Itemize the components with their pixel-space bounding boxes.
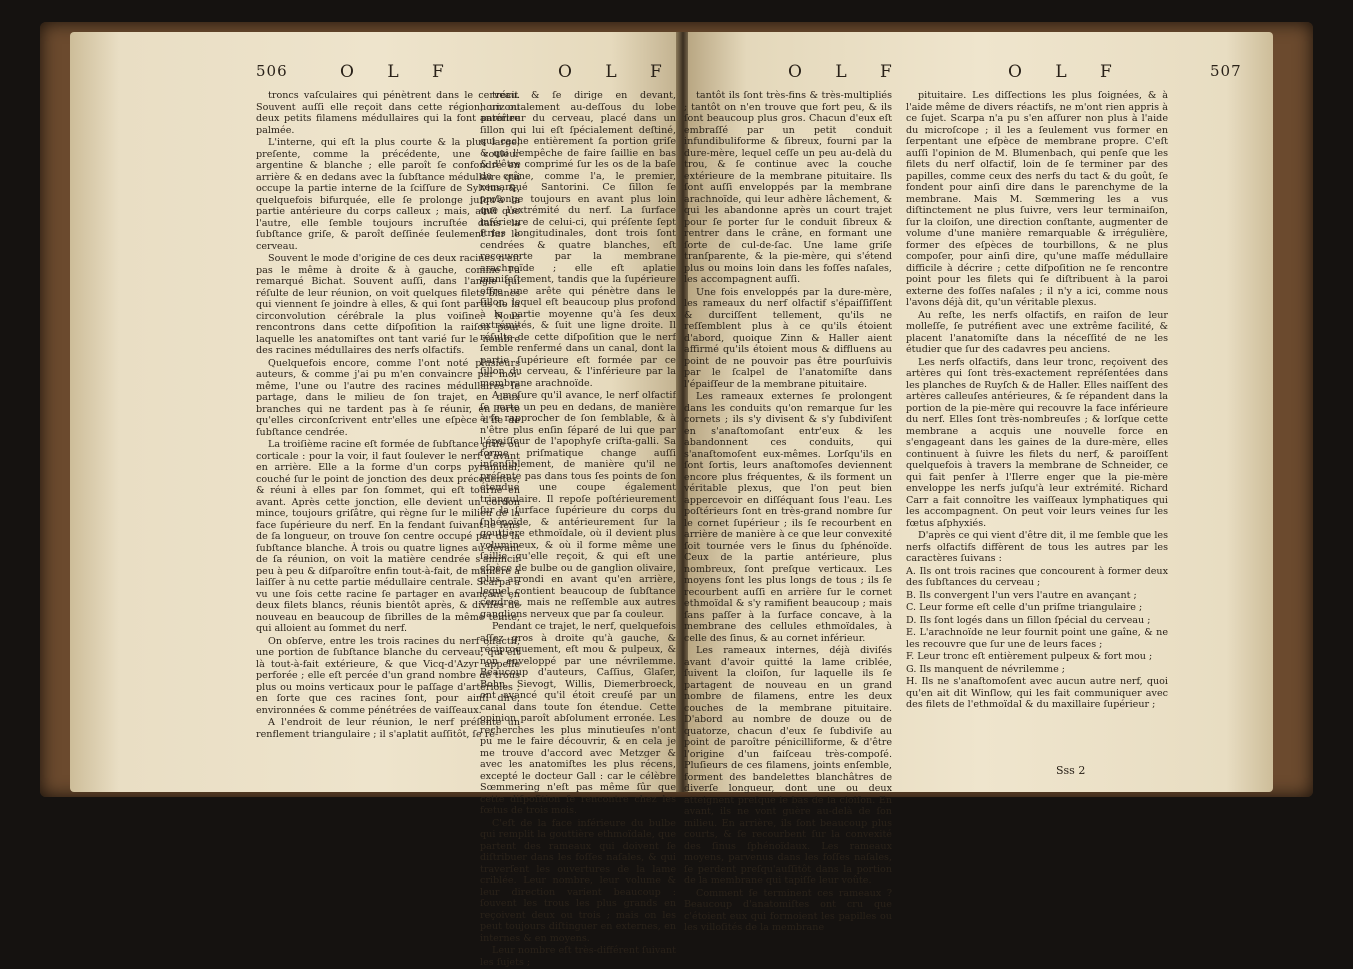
right-page	[684, 32, 1273, 933]
paragraph: C'eſt de la face inférieure du bulbe qui remplit la gouttière ethmoïdale, que partent des rameaux qui doivent ſe diſtribuer dans les foſſes naſales, & qui traverſent les ouvertures de la lame criblée. Leur nombre, leur volume & leur direction varient beaucoup : ſouvent les trous les plus grands en reçoivent deux ou trois ; mais on les peut toujours diſtinguer en externes, en internes & en moyens.	[480, 817, 676, 944]
paragraph: Au reſte, les nerfs olfactifs, en raiſon de leur molleſſe, ſe putréfient avec une extrême facilité, & placent l'anatomiſte dans la néceſſité de ne les étudier que ſur des cadavres peu anciens.	[906, 309, 1168, 355]
left-page-column-2	[480, 90, 676, 969]
list-item: A. Ils ont trois racines que concourent à former deux des ſubſtances du cerveau ;	[906, 565, 1168, 588]
list-item: E. L'arachnoïde ne leur fournit point une gaîne, & ne les recouvre que ſur une de leurs faces ;	[906, 627, 1168, 650]
paragraph: pituitaire. Les diſſections les plus ſoignées, & à l'aide même de divers réactifs, ne m'ont rien appris à ce ſujet. Scarpa n'a pu s'en aſſurer non plus à l'aide du microſcope ; il les a ſeulement vus former en ſerpentant une eſpèce de membrane propre. C'eſt auſſi l'opinion de M. Blumenbach, qui penſe que les filets du nerf olfactif, loin de ſe terminer par des papilles, comme ceux des nerfs du tact & du goût, ſe fondent pour ainſi dire dans le parenchyme de la membrane. Mais M. Sœmmering les a vus diſtinctement ne plus ſuivre, vers leur terminaiſon, ſur la cloiſon, une direction conſtante, augmenter de volume d'une manière remarquable & irrégulière, former des eſpèces de tourbillons, & ne plus compoſer, pour ainſi dire, qu'une maſſe médullaire difficile à décrire ; cette diſpoſition ne ſe rencontre point pour les filets qui ſe diſtribuent à la paroi externe des foſſes naſales ; il n'y a ici, comme nous l'avons déjà dit, qu'un véritable plexus.	[906, 90, 1168, 308]
left-page-header	[70, 62, 685, 86]
paragraph: Pendant ce trajet, le nerf, quelquefois aſſez gros à droite qu'à gauche, & réciproquement, eſt mou & pulpeux, & non enveloppé par une névrilemme. Beaucoup d'auteurs, Caſſius, Glaſer, Bohn, Sievogt, Willis, Diemerbroeck, ont avancé qu'il étoit creuſé par un canal dans toute ſon étendue. Cette opinion paroît abſolument erronée. Les recherches les plus minutieuſes n'ont pu me le faire découvrir, & en cela je me trouve d'accord avec Metzger & avec les anatomiſtes les plus récens, excepté le docteur Gall : car le célèbre Sœmmering n'eſt pas même ſûr que cette diſpoſition ſe rencontre chez les fœtus de trois mois.	[480, 621, 676, 816]
right-page-column-2	[906, 90, 1168, 712]
paragraph: A meſure qu'il avance, le nerf olfactif ſe porte un peu en dedans, de manière à ſe rapprocher de ſon ſemblable, & à n'être plus enſin ſéparé de lui que par l'épaiſſeur de l'apophyſe criſta-galli. Sa forme priſmatique change auſſi inſenſiblement, de manière qu'il ne préſente pas dans tous ſes points de ſon étendue une coupe également triangulaire. Il repoſe poſtérieurement ſur la ſurface ſupérieure du corps du ſphénoïde, & antérieurement ſur la gouttière ethmoïdale, où il devient plus volumineux, & où il forme même une ſaillie qu'elle reçoit, & qui eſt une eſpèce de bulbe ou de ganglion olivaire, plus arrondi en avant qu'en arrière, lequel contient beaucoup de ſubſtance cendrée, mais ne reſſemble aux autres ganglions nerveux que par ſa couleur.	[480, 390, 676, 620]
paragraph: La troiſième racine eſt formée de ſubſtance griſe ou corticale : pour la voir, il faut ſoulever le nerf d'avant en arrière. Elle a la forme d'un corps pyramidal, couché ſur le point de jonction des deux précédentes, & réuni à elles par ſon ſommet, qui eſt tourné en avant. Après cette jonction, elle devient un cordon mince, toujours griſâtre, qui règne ſur le milieu de la face ſupérieure du nerf. En la fendant ſuivant le ſens de ſa longueur, on trouve ſon centre occupé par de la ſubſtance blanche. À trois ou quatre lignes au-devant de ſa réunion, on voit la matière cendrée s'amincir peu à peu & diſparoître enfin tout-à-fait, de manière à laiſſer à nu cette partie médullaire centrale. Scarpa a vu une ſois cette racine ſe partager en avançant en deux filets blancs, réunis bientôt après, & diviſés de nouveau en beaucoup de ſibrilles de la même teinte, qui alloient au ſommet du nerf.	[256, 439, 520, 634]
right-page-header	[688, 62, 1273, 86]
paragraph: tantôt ils ſont très-fins & très-multipliés ; tantôt on n'en trouve que fort peu, & ils ſont beaucoup plus gros. Chacun d'eux eſt embraſſé par un petit conduit infundibuliforme & ſibreux, fourni par la dure-mère, lequel ceſſe un peu au-delà du trou, & ſe continue avec la couche extérieure de la membrane pituitaire. Ils ſont auſſi enveloppés par la membrane arachnoïde, qui leur adhère lâchement, & qui les abandonne après un court trajet pour ſe porter ſur le conduit ſibreux & rentrer dans le crâne, en formant une ſorte de cul-de-ſac. Une lame griſe tranſparente, & la pie-mère, qui s'étend plus ou moins loin dans les foſſes naſales, les accompagnent auſſi.	[684, 90, 892, 285]
list-item: D. Ils ſont logés dans un ſillon ſpécial du cerveau ;	[906, 614, 1151, 626]
right-header-title-1: O L F	[788, 62, 906, 82]
paragraph: troncs vaſculaires qui pénètrent dans le cerveau. Souvent auſſi elle reçoit dans cette région, un ou deux petits filamens médullaires qui la font paroître palmée.	[256, 90, 520, 136]
paragraph: trécit & ſe dirige en devant, horizontalement au-deſſous du lobe antérieur du cerveau, placé dans un ſillon qui lui eſt ſpécialement deſtiné, qui cache entièrement ſa portion griſe & qui l'empêche de faire ſaillie en bas & d'être comprimé ſur les os de la baſe du crâne, comme l'a, le premier, remarqué Santorini. Ce ſillon ſe prolonge toujours en avant plus loin que l'extrémité du nerf. La ſurface inférieure de celui-ci, qui préſente ſept ſtries longitudinales, dont trois ſont cendrées & quatre blanches, eſt recouverte par la membrane arachnoïde ; elle eſt aplatie manifeſtement, tandis que la ſupérieure offre une arête qui pénètre dans le ſillon, lequel eſt beaucoup plus profond à la partie moyenne qu'à ſes deux extrémités, & ſuit une ligne droite. Il réſulte de cette diſpoſition que le nerf ſemble renfermé dans un canal, dont la partie ſupérieure eſt formée par ce ſillon du cerveau, & l'inférieure par la membrane arachnoïde.	[480, 90, 676, 389]
right-header-title-2: O L F	[1008, 62, 1126, 82]
left-header-title-1: O L F	[340, 62, 458, 82]
left-page	[70, 32, 685, 968]
list-item: B. Ils convergent l'un vers l'autre en avançant ;	[906, 589, 1137, 601]
page-number-left: 506	[256, 62, 288, 80]
paragraph: Les nerfs olfactifs, dans leur tronc, reçoivent des artères qui ſont très-exactement repréſentées dans les planches de Ruyſch & de Haller. Elles naiſſent des artères calleuſes antérieures, & ſe répandent dans la portion de la pie-mère qui recouvre la face inférieure du nerf. Elles ſont très-nombreuſes ; & lorſque cette membrane a acquis une nouvelle force en s'engageant dans les gaines de la dure-mère, elles continuent à ſuivre les filets du nerf, & paroiſſent quelquefois à travers la membrane de Schneider, ce qui fait penſer à l'Ilerre enger que la pie-mère enveloppe les nerfs juſqu'à leur extrémité. Richard Carr a fait connoître les vaiſſeaux lymphatiques qui les accompagnent. On peut voir leurs veines ſur les fœtus aſphyxiés.	[906, 356, 1168, 529]
paragraph: L'interne, qui eſt la plus courte & la plus large, preſente, comme la précédente, une couleur argentine & blanche ; elle paroît ſe confondre en arrière & en dedans avec la ſubſtance médullaire qui occupe la partie interne de la ſciſſure de Sylvius, &, quelquefois bifurquée, elle ſe prolonge juſqu'à la partie antérieure du corps calleux ; mais, ainſi que l'autre, elle ſemble toujours incruſtée dans la ſubſtance griſe, & paroît deſſinée ſeulement ſur le cerveau.	[256, 137, 520, 252]
paragraph: Les rameaux externes ſe prolongent dans les conduits qu'on remarque ſur les cornets ; ils s'y divisent & s'y ſubdiviſent en s'anaſtomoſant entr'eux & les abandonnent ces conduits, qui s'anaſtomoſent eux-mêmes. Lorſqu'ils en ſont ſortis, leurs anaſtomoſes deviennent encore plus fréquentes, & ils forment un véritable plexus, que l'on peut bien appercevoir en diſſéquant ſous l'eau. Les poſtérieurs ſont en très-grand nombre ſur le cornet ſupérieur ; ils ſe recourbent en arrière de manière à ce que leur convexité ſoit tournée vers le ſinus du ſphénoïde. Ceux de la partie antérieure, plus nombreux, ſont preſque verticaux. Les moyens ſont les plus longs de tous ; ils ſe recourbent auſſi en arrière ſur le cornet ethmoïdal & s'y ramifient beaucoup ; mais ſans paſſer à la ſurface concave, à la membrane des cellules ethmoïdales, à celle des ſinus, & au cornet inférieur.	[684, 391, 892, 644]
list-item: H. Ils ne s'anaſtomoſent avec aucun autre nerf, quoi qu'en ait dit Winſlow, qui les fait communiquer avec des filets de l'ethmoïdal & du maxillaire ſupérieur ;	[906, 676, 1168, 710]
list-item: G. Ils manquent de névrilemme ;	[906, 663, 1066, 675]
paragraph: On obſerve, entre les trois racines du nerf olfactif, une portion de ſubſtance blanche du cerveau, qui eſt là tout-à-fait extérieure, & que Vicq-d'Azyr appelle perforée ; elle eſt percée d'un grand nombre de trous plus ou moins verticaux pour le paſſage d'artérioles ; en ſorte que ces racines ſont, pour ainſi dire, environnées & comme pénétrées de vaiſſeaux.	[256, 635, 520, 716]
paragraph: Comment ſe terminent ces rameaux ? Beaucoup d'anatomiſtes ont cru que c'étoient eux qui formoient les papilles ou les villoſités de la membrane	[684, 887, 892, 933]
paragraph: Quelquefois encore, comme l'ont noté plusieurs auteurs, & comme j'ai pu m'en convaincre par moi-même, l'une ou l'autre des racines médullaires ſe partage, dans le milieu de ſon trajet, en deux branches qui ne tardent pas à ſe réunir, en ſorte qu'elles circonſcrivent entr'elles une eſpèce d'île de ſubſtance cendrée.	[256, 357, 520, 438]
page-number-right: 507	[1210, 62, 1242, 80]
list-item: C. Leur forme eſt celle d'un priſme triangulaire ;	[906, 602, 1143, 613]
signature-mark: Sss 2	[1056, 764, 1086, 777]
right-page-column-1	[684, 90, 892, 935]
paragraph: D'après ce qui vient d'être dit, il me ſemble que les nerfs olfactifs diffèrent de tous les autres par les caractères ſuivans :	[906, 530, 1168, 564]
list-item: F. Leur tronc eſt entièrement pulpeux & fort mou ;	[906, 651, 1153, 662]
paragraph: A l'endroit de leur réunion, le nerf préſente un renflement triangulaire ; il s'aplatit auſſitôt, ſe ré-	[256, 717, 520, 740]
paragraph: Leur nombre eſt très-différent ſuivant les ſujets ;	[480, 945, 676, 968]
paragraph: Une fois enveloppés par la dure-mère, les rameaux du nerf olfactif s'épaiſſiſſent & durciſſent tellement, qu'ils ne reſſemblent plus à ce qu'ils étoient d'abord, quoique Zinn & Haller aient affirmé qu'ils étoient mous & diffluens au point de ne pouvoir pas être pourſuivis par le ſcalpel de l'anatomiſte dans l'épaiſſeur de la membrane pituitaire.	[684, 286, 892, 390]
left-header-title-2: O L F	[558, 62, 676, 82]
paragraph: Les rameaux internes, déjà diviſés avant d'avoir quitté la lame criblée, ſuivent la cloiſon, ſur laquelle ils ſe partagent de nouveau en un grand nombre de filamens, entre les deux couches de la membrane pituitaire. D'abord au nombre de douze ou de quatorze, chacun d'eux ſe ſubdiviſe au point de paroître pénicilliforme, & d'être l'origine d'un faiſceau très-compoſé. Pluſieurs de ces filamens, joints enſemble, forment des bandelettes blanchâtres de diverſe longueur, dont une ou deux atteignent preſque le bas de la cloiſon. En avant, ils ne vont guère au-delà de ſon milieu. En arrière, ils ſont beaucoup plus courts, & ſe recourbent ſur la convexité des ſinus ſphénoïdaux. Les rameaux moyens, parvenus dans les foſſes naſales, ſe perdent preſqu'auſſitôt dans la portion de la membrane qui tapiſſe leur voûte.	[684, 645, 892, 886]
paragraph: Souvent le mode d'origine de ces deux racines n'eſt pas le même à droite & à gauche, comme l'a remarqué Bichat. Souvent auſſi, dans l'angle qui réſulte de leur réunion, on voit quelques filets blancs qui viennent ſe joindre à elles, & qui ſont partis de la circonvolution cérébrale la plus voiſine. Nous rencontrons dans cette diſpoſition la raiſon pour laquelle les anatomiſtes ont tant varié ſur le nombre des racines médullaires des nerfs olfactifs.	[256, 253, 520, 356]
